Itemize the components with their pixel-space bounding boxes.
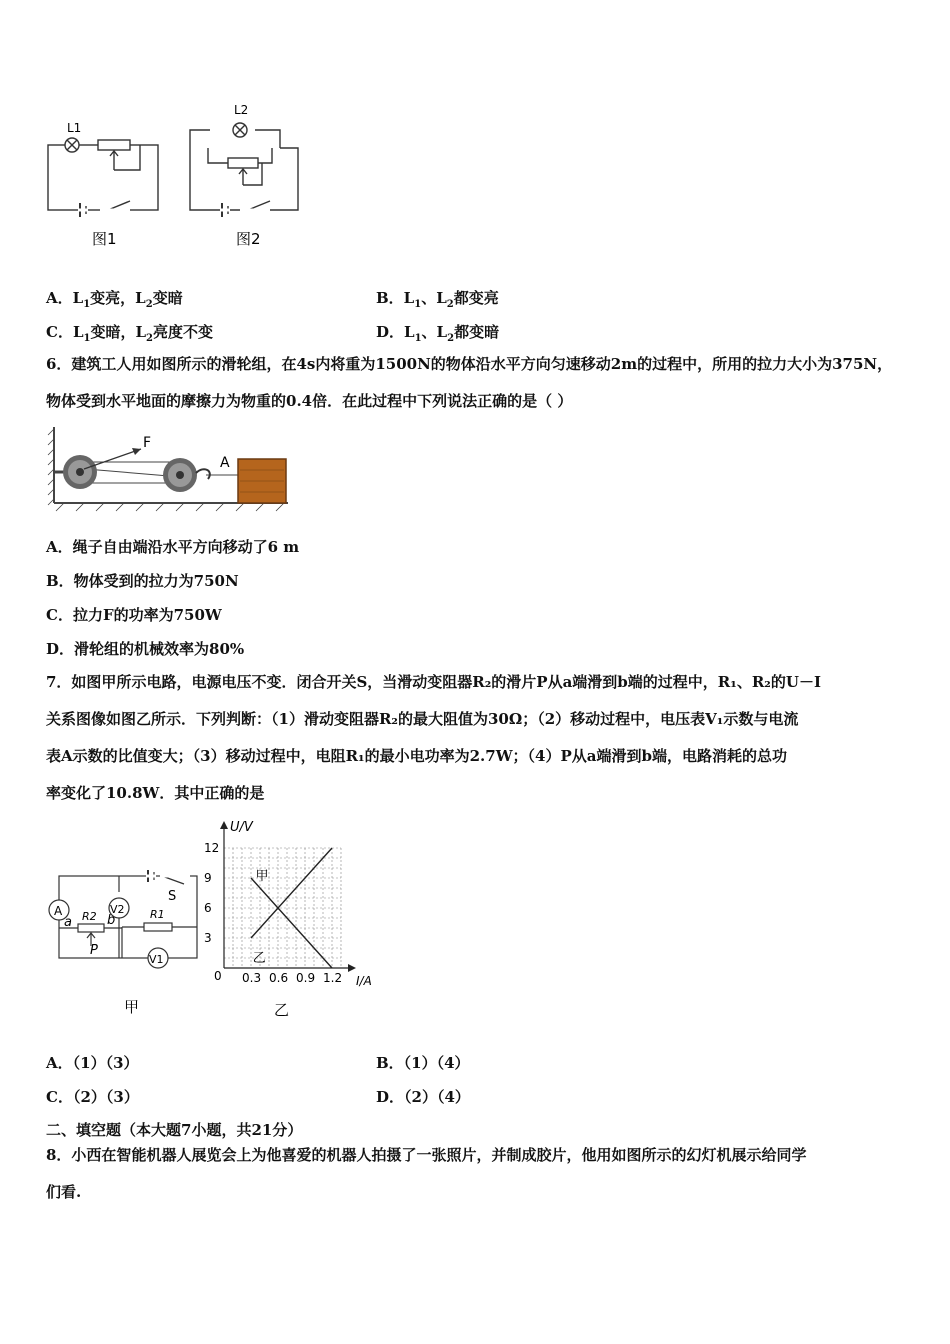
q5-a-text: A．L: [46, 289, 84, 307]
q5-c-text3: 亮度不变: [153, 323, 214, 341]
q7-option-c[interactable]: C．（2）（3）: [46, 1088, 139, 1106]
q5-d-sub1: 1: [414, 333, 422, 344]
q5-c-text: C．L: [46, 323, 84, 341]
q8-line-1: 8．小西在智能机器人展览会上为他喜爱的机器人拍摄了一张照片，并制成胶片，他用如图所示的幻灯机展示给同学: [46, 1146, 807, 1164]
q5-b-text2: 、L: [421, 289, 447, 307]
q5-a-sub2: 2: [145, 299, 153, 310]
point-A-label: A: [220, 455, 230, 471]
y-tick-label: 12: [204, 841, 220, 855]
q5-a-text2: 变亮，L: [90, 289, 146, 307]
q5-c-sub2: 2: [146, 333, 153, 344]
figure-2-caption: 图2: [236, 230, 261, 248]
y-tick-label: 9: [204, 871, 212, 885]
circuit-caption: 甲: [124, 998, 140, 1016]
pulley-figure: [46, 425, 291, 517]
y-axis-arrow: [220, 821, 228, 829]
q6-option-b[interactable]: B．物体受到的拉力为750N: [46, 572, 239, 590]
terminal-a-label: a: [64, 915, 72, 930]
section-2-heading: 二、填空题（本大题7小题，共21分）: [46, 1121, 303, 1139]
x-axis-arrow: [348, 964, 356, 972]
q6-option-c[interactable]: C．拉力F的功率为750W: [46, 606, 222, 624]
u-i-graph: [196, 815, 396, 1025]
q5-c-sub1: 1: [83, 333, 91, 344]
switch-S-label: S: [168, 889, 177, 904]
x-tick-label: 0.9: [296, 971, 316, 985]
q5-option-a[interactable]: [46, 287, 183, 310]
L1-label: L1: [67, 121, 82, 135]
slider-P-label: P: [90, 943, 98, 958]
q5-b-sub1: 1: [414, 299, 422, 310]
q6-option-d[interactable]: D．滑轮组的机械效率为80%: [46, 640, 245, 658]
q5-a-text3: 变暗: [152, 289, 183, 307]
figure-1-caption: 图1: [92, 230, 117, 248]
q5-c-text2: 变暗，L: [90, 323, 147, 341]
q8-line-2: 们看.: [46, 1183, 82, 1201]
q5-d-sub2: 2: [447, 333, 455, 344]
q7-line-4: 率变化了10.8W．其中正确的是: [46, 784, 265, 802]
series-jia-line: [251, 848, 332, 938]
series-yi-label: 乙: [252, 951, 266, 966]
q7-line-1: 7．如图甲所示电路，电源电压不变．闭合开关S，当滑动变阻器R₂的滑片P从a端滑到b端的过程中，R₁、R₂的U－I: [46, 673, 821, 691]
graph-xlabel: I/A: [356, 974, 372, 988]
series-jia-label: 甲: [255, 869, 269, 884]
q6-stem: 6．建筑工人用如图所示的滑轮组，在4s内将重为1500N的物体沿水平方向匀速移动2m的过程中，所用的拉力大小为375N，物体受到水平地面的摩擦力为物重的0.4倍．在此过程中下列说法正确的是（ ）: [46, 355, 893, 410]
terminal-b-label: b: [107, 913, 116, 928]
q5-a-sub1: 1: [83, 299, 91, 310]
q5-d-text3: 都变暗: [454, 323, 500, 341]
voltmeter-V1-label: V1: [149, 953, 164, 966]
q7-line-2: 关系图像如图乙所示．下列判断：（1）滑动变阻器R₂的最大阻值为30Ω；（2）移动过程中，电压表V₁示数与电流: [46, 710, 799, 728]
q5-b-text: B．L: [376, 289, 415, 307]
force-F-label: F: [143, 435, 152, 451]
ammeter-A-label: A: [54, 904, 63, 918]
q5-option-d[interactable]: [376, 321, 499, 344]
q5-d-text2: 、L: [421, 323, 448, 341]
x-tick-label: 0.3: [242, 971, 262, 985]
q5-d-text: D．L: [376, 323, 415, 341]
q5-b-text3: 都变亮: [453, 289, 499, 307]
q6-option-a[interactable]: A．绳子自由端沿水平方向移动了6 m: [46, 538, 300, 556]
x-tick-label: 0.6: [269, 971, 289, 985]
figure-2-circuit: [190, 123, 298, 217]
q7-line-3: 表A示数的比值变大；（3）移动过程中，电阻R₁的最小电功率为2.7W；（4）P从a端滑到b端，电路消耗的总功: [46, 747, 787, 765]
q5-option-c[interactable]: [46, 321, 213, 344]
y-tick-label: 3: [204, 931, 212, 945]
figure-1-circuit: [48, 138, 158, 217]
graph-caption: 乙: [274, 1001, 290, 1019]
q5-option-b[interactable]: [376, 287, 499, 310]
q7-option-a[interactable]: A．（1）（3）: [46, 1054, 139, 1072]
q7-option-d[interactable]: D．（2）（4）: [376, 1088, 470, 1106]
x-tick-label: 1.2: [323, 971, 343, 985]
voltmeter-V2-label: V2: [110, 903, 125, 916]
graph-ylabel: U/V: [230, 820, 253, 835]
circuit-jia: [44, 862, 219, 1022]
R2-label: R2: [82, 910, 97, 923]
y-tick-label: 6: [204, 901, 212, 915]
q5-b-sub2: 2: [446, 299, 454, 310]
q7-option-b[interactable]: B．（1）（4）: [376, 1054, 470, 1072]
L2-label: L2: [234, 103, 249, 117]
graph-origin: 0: [214, 969, 222, 983]
circuit-figures-1-2: [40, 100, 310, 255]
R1-label: R1: [150, 908, 165, 921]
